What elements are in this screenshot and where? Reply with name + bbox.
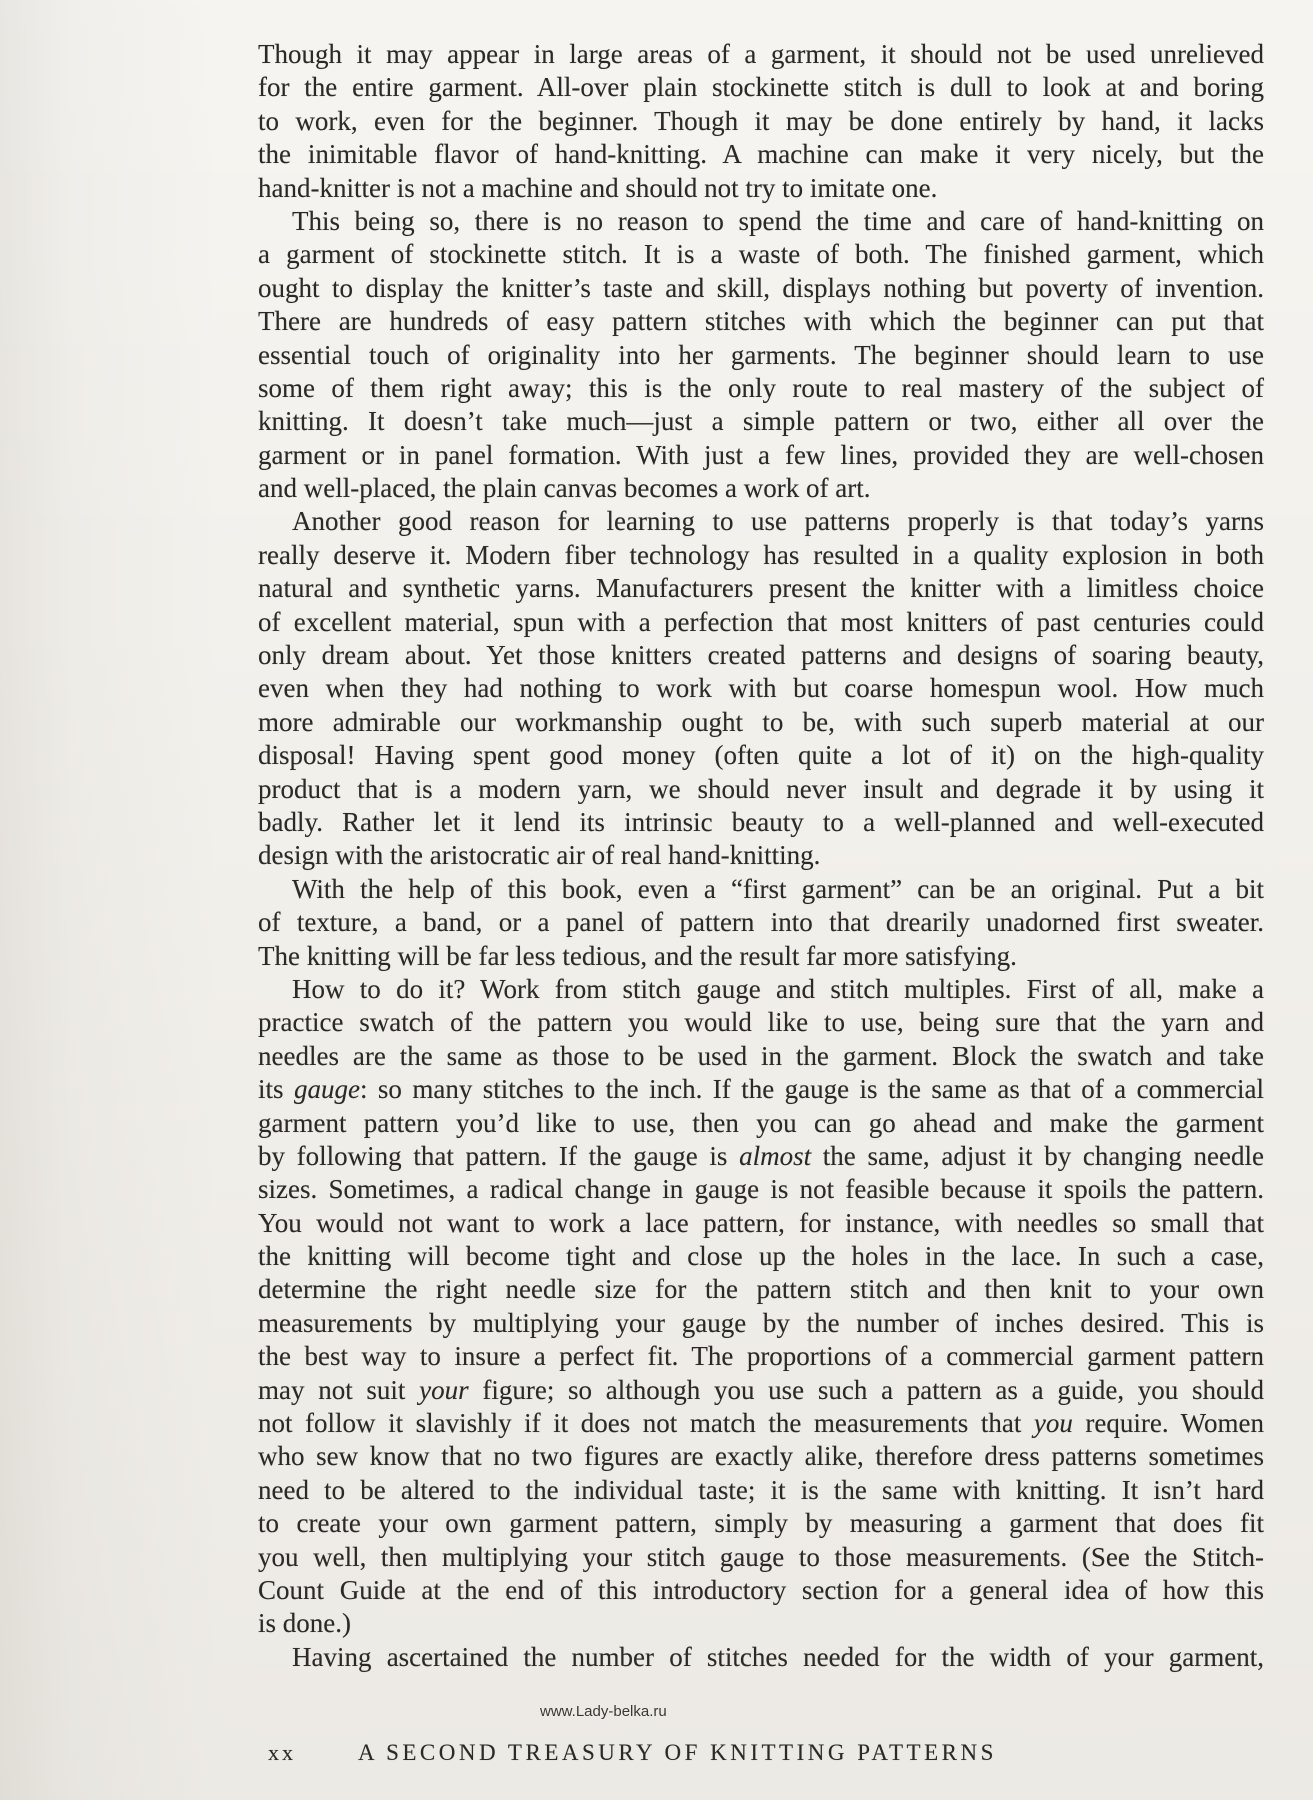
running-title: A SECOND TREASURY OF KNITTING PATTERNS (358, 1740, 997, 1765)
watermark-url: www.Lady-belka.ru (540, 1703, 667, 1720)
text-run: require. Women (1072, 1408, 1264, 1439)
text-line: who sew know that no two figures are exactly alike, therefore dress patterns sometimes (258, 1441, 1264, 1472)
text-line: garment pattern you’d like to use, then you can go ahead and make the garment (258, 1107, 1264, 1138)
paragraph-2 (258, 205, 1264, 506)
text-line (258, 1374, 1264, 1407)
text-line (258, 1073, 1264, 1106)
text-line: Another good reason for learning to use patterns properly is that today’s yarns (292, 506, 1264, 537)
text-line: only dream about. Yet those knitters created patterns and designs of soaring beauty, (258, 640, 1264, 671)
text-line: and well-placed, the plain canvas becomes a work of art. (258, 473, 871, 504)
text-line: How to do it? Work from stitch gauge and stitch multiples. First of all, make a (292, 973, 1264, 1004)
text-line (258, 1407, 1264, 1440)
text-line: With the help of this book, even a “first garment” can be an original. Put a bit (292, 873, 1264, 904)
text-line: is done.) (258, 1608, 351, 1639)
paragraph-4 (258, 873, 1264, 973)
paragraph-3 (258, 505, 1264, 872)
italic-text: your (419, 1374, 469, 1405)
text-line: the inimitable flavor of hand-knitting. A machine can make it very nicely, but the (258, 139, 1264, 170)
paragraph-1 (258, 38, 1264, 205)
text-run: : so many stitches to the inch. If the gauge is the same as that of a commercial (359, 1074, 1265, 1105)
text-line: sizes. Sometimes, a radical change in gauge is not feasible because it spoils the pattern. (258, 1174, 1264, 1205)
text-line: essential touch of originality into her garments. The beginner should learn to use (258, 339, 1264, 370)
text-line: Count Guide at the end of this introductory section for a general idea of how this (258, 1574, 1264, 1605)
text-line: You would not want to work a lace pattern, for instance, with needles so small that (258, 1207, 1264, 1238)
text-run: figure; so although you use such a pattern as a guide, you should (468, 1374, 1264, 1405)
text-line: of texture, a band, or a panel of pattern into that drearily unadorned first sweater. (258, 907, 1264, 938)
text-line: of excellent material, spun with a perfection that most knitters of past centuries could (258, 606, 1264, 637)
text-line: really deserve it. Modern fiber technology has resulted in a quality explosion in both (258, 539, 1264, 570)
text-line: more admirable our workmanship ought to be, with such superb material at our (258, 706, 1264, 737)
page-footer (268, 1740, 1028, 1766)
text-line: natural and synthetic yarns. Manufacturers present the knitter with a limitless choice (258, 573, 1264, 604)
text-run: its (258, 1074, 294, 1105)
text-line: determine the right needle size for the pattern stitch and then knit to your own (258, 1274, 1264, 1305)
text-line: even when they had nothing to work with but coarse homespun wool. How much (258, 673, 1264, 704)
text-line: design with the aristocratic air of real hand-knitting. (258, 840, 821, 871)
text-line: the best way to insure a perfect fit. The proportions of a commercial garment pattern (258, 1341, 1264, 1372)
text-line: to work, even for the beginner. Though it may be done entirely by hand, it lacks (258, 105, 1264, 136)
body-text (258, 38, 1264, 1674)
text-run: not follow it slavishly if it does not match the measurements that (258, 1408, 1034, 1439)
text-line: garment or in panel formation. With just a few lines, provided they are well-chosen (258, 439, 1264, 470)
text-line: the knitting will become tight and close up the holes in the lace. In such a case, (258, 1241, 1264, 1272)
text-run: may not suit (258, 1374, 420, 1405)
paragraph-6 (258, 1641, 1264, 1674)
paragraph-5 (258, 973, 1264, 1641)
text-line: measurements by multiplying your gauge by the number of inches desired. This is (258, 1307, 1264, 1338)
italic-text: almost (739, 1140, 812, 1171)
text-line: needles are the same as those to be used in the garment. Block the swatch and take (258, 1040, 1264, 1071)
text-line: There are hundreds of easy pattern stitches with which the beginner can put that (258, 306, 1264, 337)
text-line: This being so, there is no reason to spend the time and care of hand-knitting on (292, 205, 1264, 236)
text-run: by following that pattern. If the gauge is (258, 1140, 740, 1171)
text-line: need to be altered to the individual taste; it is the same with knitting. It isn’t hard (258, 1474, 1264, 1505)
text-line: practice swatch of the pattern you would like to use, being sure that the yarn and (258, 1007, 1264, 1038)
text-line: to create your own garment pattern, simply by measuring a garment that does fit (258, 1508, 1264, 1539)
text-line: Having ascertained the number of stitches needed for the width of your garment, (292, 1641, 1264, 1672)
text-line: badly. Rather let it lend its intrinsic beauty to a well-planned and well-executed (258, 806, 1264, 837)
text-line: hand-knitter is not a machine and should not try to imitate one. (258, 172, 938, 203)
text-line: a garment of stockinette stitch. It is a waste of both. The finished garment, which (258, 239, 1264, 270)
text-run: the same, adjust it by changing needle (811, 1140, 1265, 1171)
italic-text: gauge (293, 1074, 360, 1105)
text-line: product that is a modern yarn, we should never insult and degrade it by using it (258, 773, 1264, 804)
page-number: xx (268, 1740, 296, 1765)
text-line: some of them right away; this is the only route to real mastery of the subject of (258, 372, 1264, 403)
text-line: for the entire garment. All-over plain stockinette stitch is dull to look at and boring (258, 72, 1264, 103)
text-line: Though it may appear in large areas of a garment, it should not be used unrelieved (258, 39, 1264, 69)
text-line: ought to display the knitter’s taste and skill, displays nothing but poverty of invention. (258, 272, 1264, 303)
text-line: The knitting will be far less tedious, and the result far more satisfying. (258, 940, 1017, 971)
text-line: knitting. It doesn’t take much—just a simple pattern or two, either all over the (258, 406, 1264, 437)
italic-text: you (1033, 1408, 1073, 1439)
text-line: disposal! Having spent good money (often quite a lot of it) on the high-quality (258, 740, 1264, 771)
text-line (258, 1140, 1264, 1173)
text-line: you well, then multiplying your stitch gauge to those measurements. (See the Stitch- (258, 1541, 1264, 1572)
